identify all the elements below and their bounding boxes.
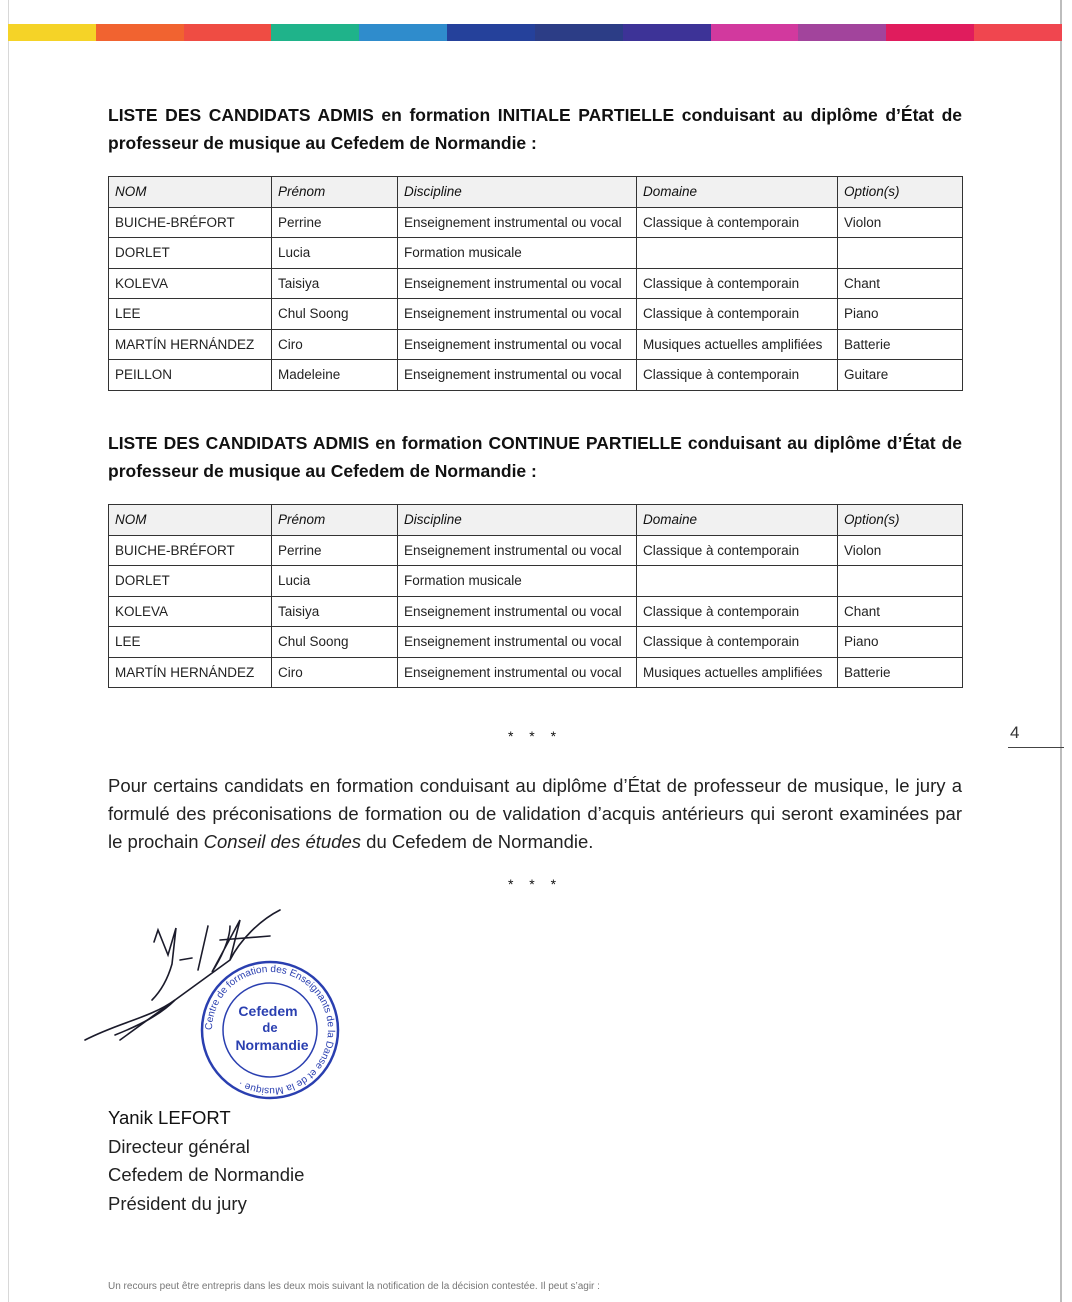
table-header-row	[109, 177, 963, 208]
table-cell: Violon	[838, 535, 963, 566]
color-segment	[447, 24, 535, 41]
table-row	[109, 596, 963, 627]
signatory-block	[108, 1104, 304, 1218]
section2-heading: LISTE DES CANDIDATS ADMIS en formation CONTINUE PARTIELLE conduisant au diplôme d’État de professeur de musique au Cefedem de Normandie :	[108, 433, 962, 481]
paragraph-text-before: Pour certains candidats en formation conduisant au diplôme d’État de professeur de musique, le jury a formulé des préconisations de formation ou de validation d’acquis antérieurs qui seront examinées par le prochain	[108, 775, 962, 852]
table-cell: Piano	[838, 299, 963, 330]
table-row	[109, 627, 963, 658]
table-cell: Chul Soong	[272, 627, 398, 658]
column-header: Option(s)	[838, 177, 963, 208]
table-cell: Formation musicale	[398, 238, 637, 269]
table-cell: Enseignement instrumental ou vocal	[398, 207, 637, 238]
table-row	[109, 566, 963, 597]
table-cell: Chant	[838, 268, 963, 299]
table-cell	[637, 238, 838, 269]
table-cell: DORLET	[109, 566, 272, 597]
table-cell: Enseignement instrumental ou vocal	[398, 657, 637, 688]
color-segment	[623, 24, 711, 41]
table-cell: Guitare	[838, 360, 963, 391]
table-cell: Enseignement instrumental ou vocal	[398, 329, 637, 360]
column-header: NOM	[109, 505, 272, 536]
separator-stars-2: * * *	[507, 876, 563, 892]
table-cell: MARTÍN HERNÁNDEZ	[109, 657, 272, 688]
color-segment	[798, 24, 886, 41]
paragraph-emphasis: Conseil des études	[203, 831, 362, 852]
table-cell: BUICHE-BRÉFORT	[109, 535, 272, 566]
column-header: Prénom	[272, 177, 398, 208]
table-cell: Enseignement instrumental ou vocal	[398, 627, 637, 658]
admitted-continue-table	[108, 504, 963, 688]
column-header: Discipline	[398, 505, 637, 536]
table-row	[109, 268, 963, 299]
table-cell: Madeleine	[272, 360, 398, 391]
stamp-line-3: Normandie	[235, 1037, 309, 1053]
stamp-line-2: de	[262, 1020, 278, 1035]
column-header: Discipline	[398, 177, 637, 208]
page-number: 4	[1008, 723, 1064, 748]
table-cell: DORLET	[109, 238, 272, 269]
table-cell: Classique à contemporain	[637, 360, 838, 391]
separator-stars: * * *	[507, 728, 563, 744]
table-cell: Classique à contemporain	[637, 627, 838, 658]
table-cell: KOLEVA	[109, 596, 272, 627]
table-cell: Violon	[838, 207, 963, 238]
table-cell: LEE	[109, 627, 272, 658]
table-row	[109, 535, 963, 566]
table-cell: Classique à contemporain	[637, 596, 838, 627]
table-cell: Batterie	[838, 329, 963, 360]
column-header: Option(s)	[838, 505, 963, 536]
table-row	[109, 657, 963, 688]
table-cell: Piano	[838, 627, 963, 658]
table-cell: Enseignement instrumental ou vocal	[398, 268, 637, 299]
table-cell: Musiques actuelles amplifiées	[637, 329, 838, 360]
table-cell: Enseignement instrumental ou vocal	[398, 360, 637, 391]
table-cell: Lucia	[272, 238, 398, 269]
table-cell: Lucia	[272, 566, 398, 597]
table-cell	[637, 566, 838, 597]
color-segment	[974, 24, 1062, 41]
color-segment	[271, 24, 359, 41]
table-cell: Classique à contemporain	[637, 535, 838, 566]
table-cell: Musiques actuelles amplifiées	[637, 657, 838, 688]
admitted-initial-table	[108, 176, 963, 391]
table-cell	[838, 566, 963, 597]
table-cell: KOLEVA	[109, 268, 272, 299]
signatory-title: Directeur général	[108, 1135, 250, 1157]
table-cell: LEE	[109, 299, 272, 330]
column-header: Prénom	[272, 505, 398, 536]
table-cell: Classique à contemporain	[637, 299, 838, 330]
table-cell: Perrine	[272, 535, 398, 566]
color-segment	[886, 24, 974, 41]
signature-and-stamp	[80, 900, 380, 1100]
table-cell: Taisiya	[272, 268, 398, 299]
signatory-org: Cefedem de Normandie	[108, 1164, 305, 1185]
table-cell: Chul Soong	[272, 299, 398, 330]
color-segment	[535, 24, 623, 41]
signatory-name: Yanik LEFORT	[108, 1107, 231, 1128]
table-cell: Chant	[838, 596, 963, 627]
table-row	[109, 207, 963, 238]
table-cell: BUICHE-BRÉFORT	[109, 207, 272, 238]
table-row	[109, 299, 963, 330]
color-segment	[184, 24, 272, 41]
table-cell: Batterie	[838, 657, 963, 688]
table-cell: Enseignement instrumental ou vocal	[398, 535, 637, 566]
jury-paragraph	[108, 772, 962, 856]
header-color-bar	[8, 24, 1062, 41]
table-cell: Enseignement instrumental ou vocal	[398, 596, 637, 627]
table-cell: Ciro	[272, 329, 398, 360]
column-header: Domaine	[637, 177, 838, 208]
section1-heading: LISTE DES CANDIDATS ADMIS en formation INITIALE PARTIELLE conduisant au diplôme d’État de professeur de musique au Cefedem de Normandie :	[108, 105, 962, 153]
color-segment	[711, 24, 799, 41]
color-segment	[96, 24, 184, 41]
column-header: NOM	[109, 177, 272, 208]
table-cell: Classique à contemporain	[637, 268, 838, 299]
table-cell: Classique à contemporain	[637, 207, 838, 238]
table-header-row	[109, 505, 963, 536]
table-cell: Enseignement instrumental ou vocal	[398, 299, 637, 330]
stamp-line-1: Cefedem	[238, 1003, 298, 1019]
table-cell: PEILLON	[109, 360, 272, 391]
table-cell: Taisiya	[272, 596, 398, 627]
footnote: Un recours peut être entrepris dans les deux mois suivant la notification de la décision contestée. Il peut s’agir :	[108, 1281, 600, 1292]
signatory-role: Président du jury	[108, 1192, 247, 1214]
table-cell: Formation musicale	[398, 566, 637, 597]
table-cell: Perrine	[272, 207, 398, 238]
table-row	[109, 329, 963, 360]
table-cell: MARTÍN HERNÁNDEZ	[109, 329, 272, 360]
color-segment	[8, 24, 96, 41]
stamp-ring-text: Centre de formation des Enseignants de la Danse et de la Musique ·	[203, 963, 337, 1097]
paragraph-text-after: du Cefedem de Normandie.	[361, 831, 594, 852]
table-cell	[838, 238, 963, 269]
column-header: Domaine	[637, 505, 838, 536]
color-segment	[359, 24, 447, 41]
cefedem-stamp	[202, 962, 338, 1098]
table-row	[109, 360, 963, 391]
table-row	[109, 238, 963, 269]
table-cell: Ciro	[272, 657, 398, 688]
